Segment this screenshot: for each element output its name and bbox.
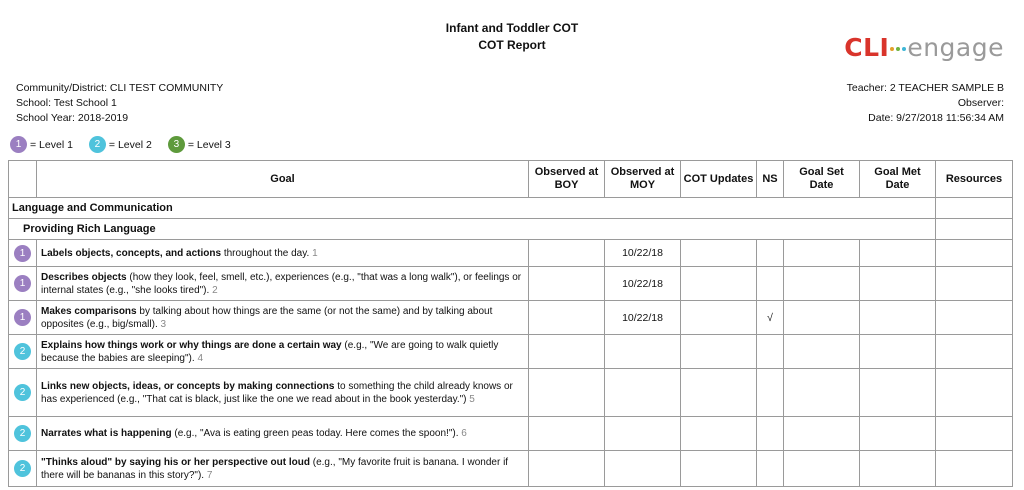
school-year-info: School Year: 2018-2019 (16, 112, 129, 124)
goal-set-cell (784, 335, 860, 369)
ns-cell (757, 335, 784, 369)
goal-set-date-header: Goal Set Date (784, 161, 860, 198)
updates-cell (681, 267, 757, 301)
goal-cell: "Thinks aloud" by saying his or her perspective out loud (e.g., "My favorite fruit is banana. I wonder if there will be bananas in this story?"). 7 (37, 451, 529, 487)
updates-cell (681, 369, 757, 417)
observed-boy-header: Observed at BOY (529, 161, 605, 198)
resources-header: Resources (936, 161, 1013, 198)
level-1-badge: 1 (14, 245, 31, 262)
subsection-row (9, 219, 1013, 240)
goal-cell: Narrates what is happening (e.g., "Ava is eating green peas today. Here comes the spoon!"). 6 (37, 417, 529, 451)
legend-label: = Level 1 (30, 138, 73, 151)
goal-met-cell (860, 240, 936, 267)
boy-cell (529, 335, 605, 369)
ns-checkmark-cell: √ (757, 301, 784, 335)
cli-engage-logo (844, 33, 1004, 62)
moy-cell: 10/22/18 (605, 240, 681, 267)
goal-cell: Describes objects (how they look, feel, smell, etc.), experiences (e.g., "that was a long walk"), or feelings or internal states (e.g., "she looks tired"). 2 (37, 267, 529, 301)
level-2-badge: 2 (14, 384, 31, 401)
level-1-badge: 1 (14, 309, 31, 326)
table-row (9, 335, 1013, 369)
goal-cell: Explains how things work or why things are done a certain way (e.g., "We are going to walk quietly because the babies are sleeping"). 4 (37, 335, 529, 369)
logo-dot-2 (896, 47, 900, 51)
school-info: School: Test School 1 (16, 97, 117, 109)
legend-label: = Level 3 (187, 138, 231, 151)
updates-cell (681, 335, 757, 369)
boy-cell (529, 267, 605, 301)
table-row (9, 240, 1013, 267)
goal-met-cell (860, 451, 936, 487)
cot-report-table (8, 160, 1013, 487)
moy-cell (605, 369, 681, 417)
level-1-badge: 1 (14, 275, 31, 292)
goal-set-cell (784, 417, 860, 451)
logo-dot-1 (890, 47, 894, 51)
ns-cell (757, 451, 784, 487)
goal-cell: Makes comparisons by talking about how things are the same (or not the same) and by talking about opposites (e.g., big/small). 3 (37, 301, 529, 335)
level-2-badge: 2 (14, 343, 31, 360)
resources-cell (936, 335, 1013, 369)
table-header-row (9, 161, 1013, 198)
boy-cell (529, 417, 605, 451)
info-right (847, 81, 1004, 126)
logo-dot-3 (902, 47, 906, 51)
goal-set-cell (784, 301, 860, 335)
level-3-badge: 3 (168, 136, 185, 153)
moy-cell (605, 451, 681, 487)
moy-cell (605, 417, 681, 451)
goal-met-cell (860, 369, 936, 417)
table-row (9, 369, 1013, 417)
boy-cell (529, 369, 605, 417)
report-subtitle: COT Report (478, 38, 546, 52)
report-title: Infant and Toddler COT (445, 21, 579, 35)
moy-cell: 10/22/18 (605, 301, 681, 335)
goal-cell: Links new objects, ideas, or concepts by making connections to something the child already knows or has experienced (e.g., "That cat is black, just like the one we read about in the book yesterday.") 5 (37, 369, 529, 417)
level-1-badge: 1 (10, 136, 27, 153)
observer-info: Observer: (957, 97, 1004, 109)
goal-set-cell (784, 451, 860, 487)
logo-cli: CLI (844, 33, 890, 62)
logo-engage: engage (907, 33, 1004, 62)
goal-set-cell (784, 267, 860, 301)
ns-cell (757, 267, 784, 301)
resources-cell (936, 301, 1013, 335)
resources-cell (936, 240, 1013, 267)
table-row (9, 301, 1013, 335)
moy-cell (605, 335, 681, 369)
section-title: Language and Communication (9, 198, 936, 219)
boy-cell (529, 240, 605, 267)
goal-column-header: Goal (37, 161, 529, 198)
teacher-info: Teacher: 2 TEACHER SAMPLE B (846, 82, 1004, 94)
observed-moy-header: Observed at MOY (605, 161, 681, 198)
table-row (9, 417, 1013, 451)
boy-cell (529, 301, 605, 335)
level-2-badge: 2 (14, 425, 31, 442)
level-2-badge: 2 (89, 136, 106, 153)
updates-cell (681, 301, 757, 335)
resources-cell (936, 451, 1013, 487)
ns-cell (757, 240, 784, 267)
subsection-title: Providing Rich Language (9, 219, 936, 240)
updates-cell (681, 417, 757, 451)
resources-cell (936, 267, 1013, 301)
section-row (9, 198, 1013, 219)
goal-cell: Labels objects, concepts, and actions throughout the day. 1 (37, 240, 529, 267)
goal-met-cell (860, 417, 936, 451)
level-column-header (9, 161, 37, 198)
info-left (16, 81, 223, 126)
goal-set-cell (784, 369, 860, 417)
moy-cell: 10/22/18 (605, 267, 681, 301)
goal-met-date-header: Goal Met Date (860, 161, 936, 198)
goal-met-cell (860, 335, 936, 369)
resources-cell (936, 417, 1013, 451)
legend-label: = Level 2 (108, 138, 152, 151)
legend-item-level-1 (10, 136, 73, 153)
updates-cell (681, 451, 757, 487)
updates-cell (681, 240, 757, 267)
community-info: Community/District: CLI TEST COMMUNITY (16, 82, 224, 94)
legend-item-level-2 (89, 136, 152, 153)
level-2-badge: 2 (14, 460, 31, 477)
goal-met-cell (860, 267, 936, 301)
subsection-resources-cell (936, 219, 1013, 240)
table-row (9, 267, 1013, 301)
boy-cell (529, 451, 605, 487)
level-legend (10, 136, 247, 153)
ns-cell (757, 369, 784, 417)
section-resources-cell (936, 198, 1013, 219)
resources-cell (936, 369, 1013, 417)
ns-cell (757, 417, 784, 451)
goal-set-cell (784, 240, 860, 267)
goal-met-cell (860, 301, 936, 335)
cot-updates-header: COT Updates (681, 161, 757, 198)
table-row (9, 451, 1013, 487)
legend-item-level-3 (168, 136, 231, 153)
date-info: Date: 9/27/2018 11:56:34 AM (868, 112, 1004, 124)
ns-header: NS (757, 161, 784, 198)
